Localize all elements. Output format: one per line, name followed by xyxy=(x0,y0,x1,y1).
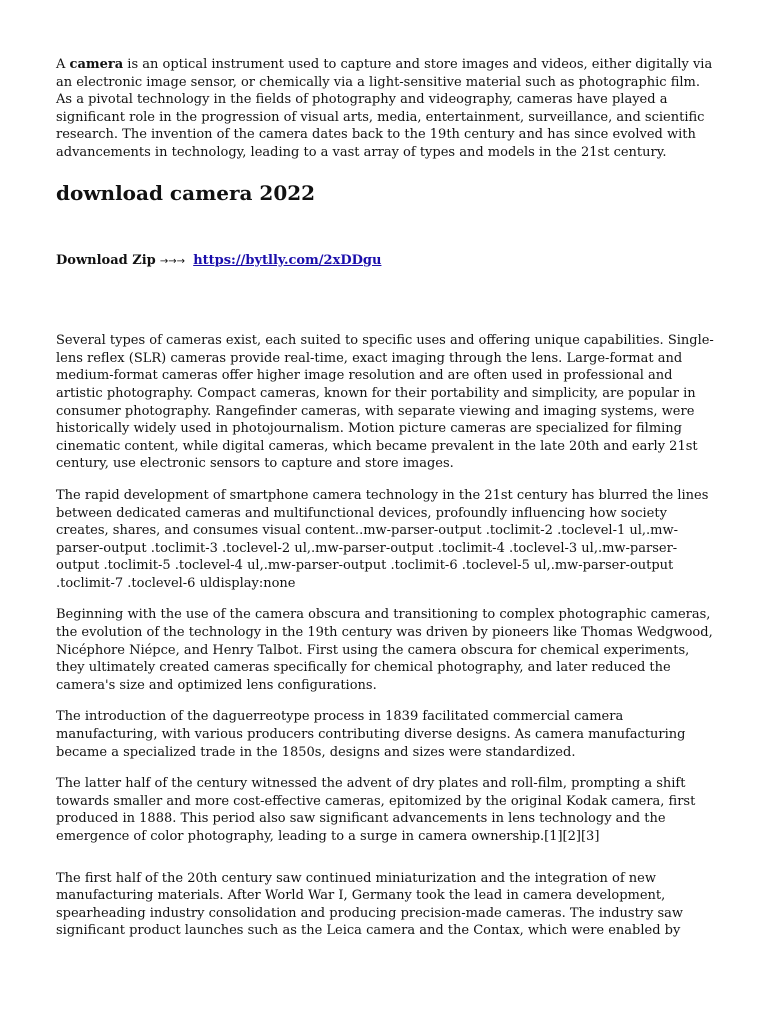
download-link[interactable]: https://bytlly.com/2xDDgu xyxy=(193,252,382,268)
paragraph-history-origins: Beginning with the use of the camera obscura and transitioning to complex photographic cameras, the evolution of the technology in the 19th century was driven by pioneers like Thomas Wedgwood, Nicéphore Niépce, and Henry Talbot. First using the camera obscura for chemical experiments, they ultimately created cameras specifically for chemical photography, and later reduced the camera's size and optimized lens configurations. xyxy=(56,607,713,693)
paragraph-20th-century: The first half of the 20th century saw continued miniaturization and the integration of new manufacturing materials. After World War I, Germany took the lead in camera development, spearheading industry consolidation and producing precision-made cameras. The industry saw significant product launches such as the Leica camera and the Contax, which were enabled by xyxy=(56,870,684,939)
paragraph-roll-film: The latter half of the century witnessed the advent of dry plates and roll-film, prompting a shift towards smaller and more cost-effective cameras, epitomized by the original Kodak camera, first produced in 1888. This period also saw significant advancements in lens technology and the emergence of color photography, leading to a surge in camera ownership.[1][2][3] xyxy=(56,776,696,844)
intro-text-rest: is an optical instrument used to capture and store images and videos, either digitally via an electronic image sensor, or chemically via a light-sensitive material such as photographic film. As a pivotal technology in the fields of photography and videography, cameras have played a significant role in the progression of visual arts, media, entertainment, surveillance, and scientific research. The invention of the camera dates back to the 19th century and has since evolved with advancements in technology, leading to a vast array of types and models in the 21st century. xyxy=(56,57,713,160)
document-body xyxy=(56,56,716,940)
download-label: Download Zip xyxy=(56,252,156,268)
paragraph-daguerreotype: The introduction of the daguerreotype process in 1839 facilitated commercial camera manufacturing, with various producers contributing diverse designs. As camera manufacturing became a specialized trade in the 1850s, designs and sizes were standardized. xyxy=(56,709,686,760)
download-line xyxy=(56,252,716,271)
page-heading: download camera 2022 xyxy=(56,180,316,205)
intro-paragraph xyxy=(56,56,716,162)
paragraph-camera-types: Several types of cameras exist, each suited to specific uses and offering unique capabilities. Single-lens reflex (SLR) cameras provide real-time, exact imaging through the lens. Large-format and medium-format cameras offer higher image resolution and are often used in professional and artistic photography. Compact cameras, known for their portability and simplicity, are popular in consumer photography. Rangefinder cameras, with separate viewing and imaging systems, were historically widely used in photojournalism. Motion picture cameras are specialized for filming cinematic content, while digital cameras, which became prevalent in the late 20th and early 21st century, use electronic sensors to capture and store images. xyxy=(56,333,714,472)
paragraph-smartphone: The rapid development of smartphone camera technology in the 21st century has blurred the lines between dedicated cameras and multifunctional devices, profoundly influencing how society creates, shares, and consumes visual content..mw-parser-output .toclimit-2 .toclevel-1 ul,.mw-parser-output .toclimit-3 .toclevel-2 ul,.mw-parser-output .toclimit-4 .toclevel-3 ul,.mw-parser-output .toclimit-5 .toclevel-4 ul,.mw-parser-output .toclimit-6 .toclevel-5 ul,.mw-parser-output .toclimit-7 .toclevel-6 uldisplay:none xyxy=(56,487,709,591)
intro-bold-term: camera xyxy=(69,57,124,72)
arrow-icon: →→→ xyxy=(159,255,186,267)
intro-text-start: A xyxy=(56,57,70,72)
